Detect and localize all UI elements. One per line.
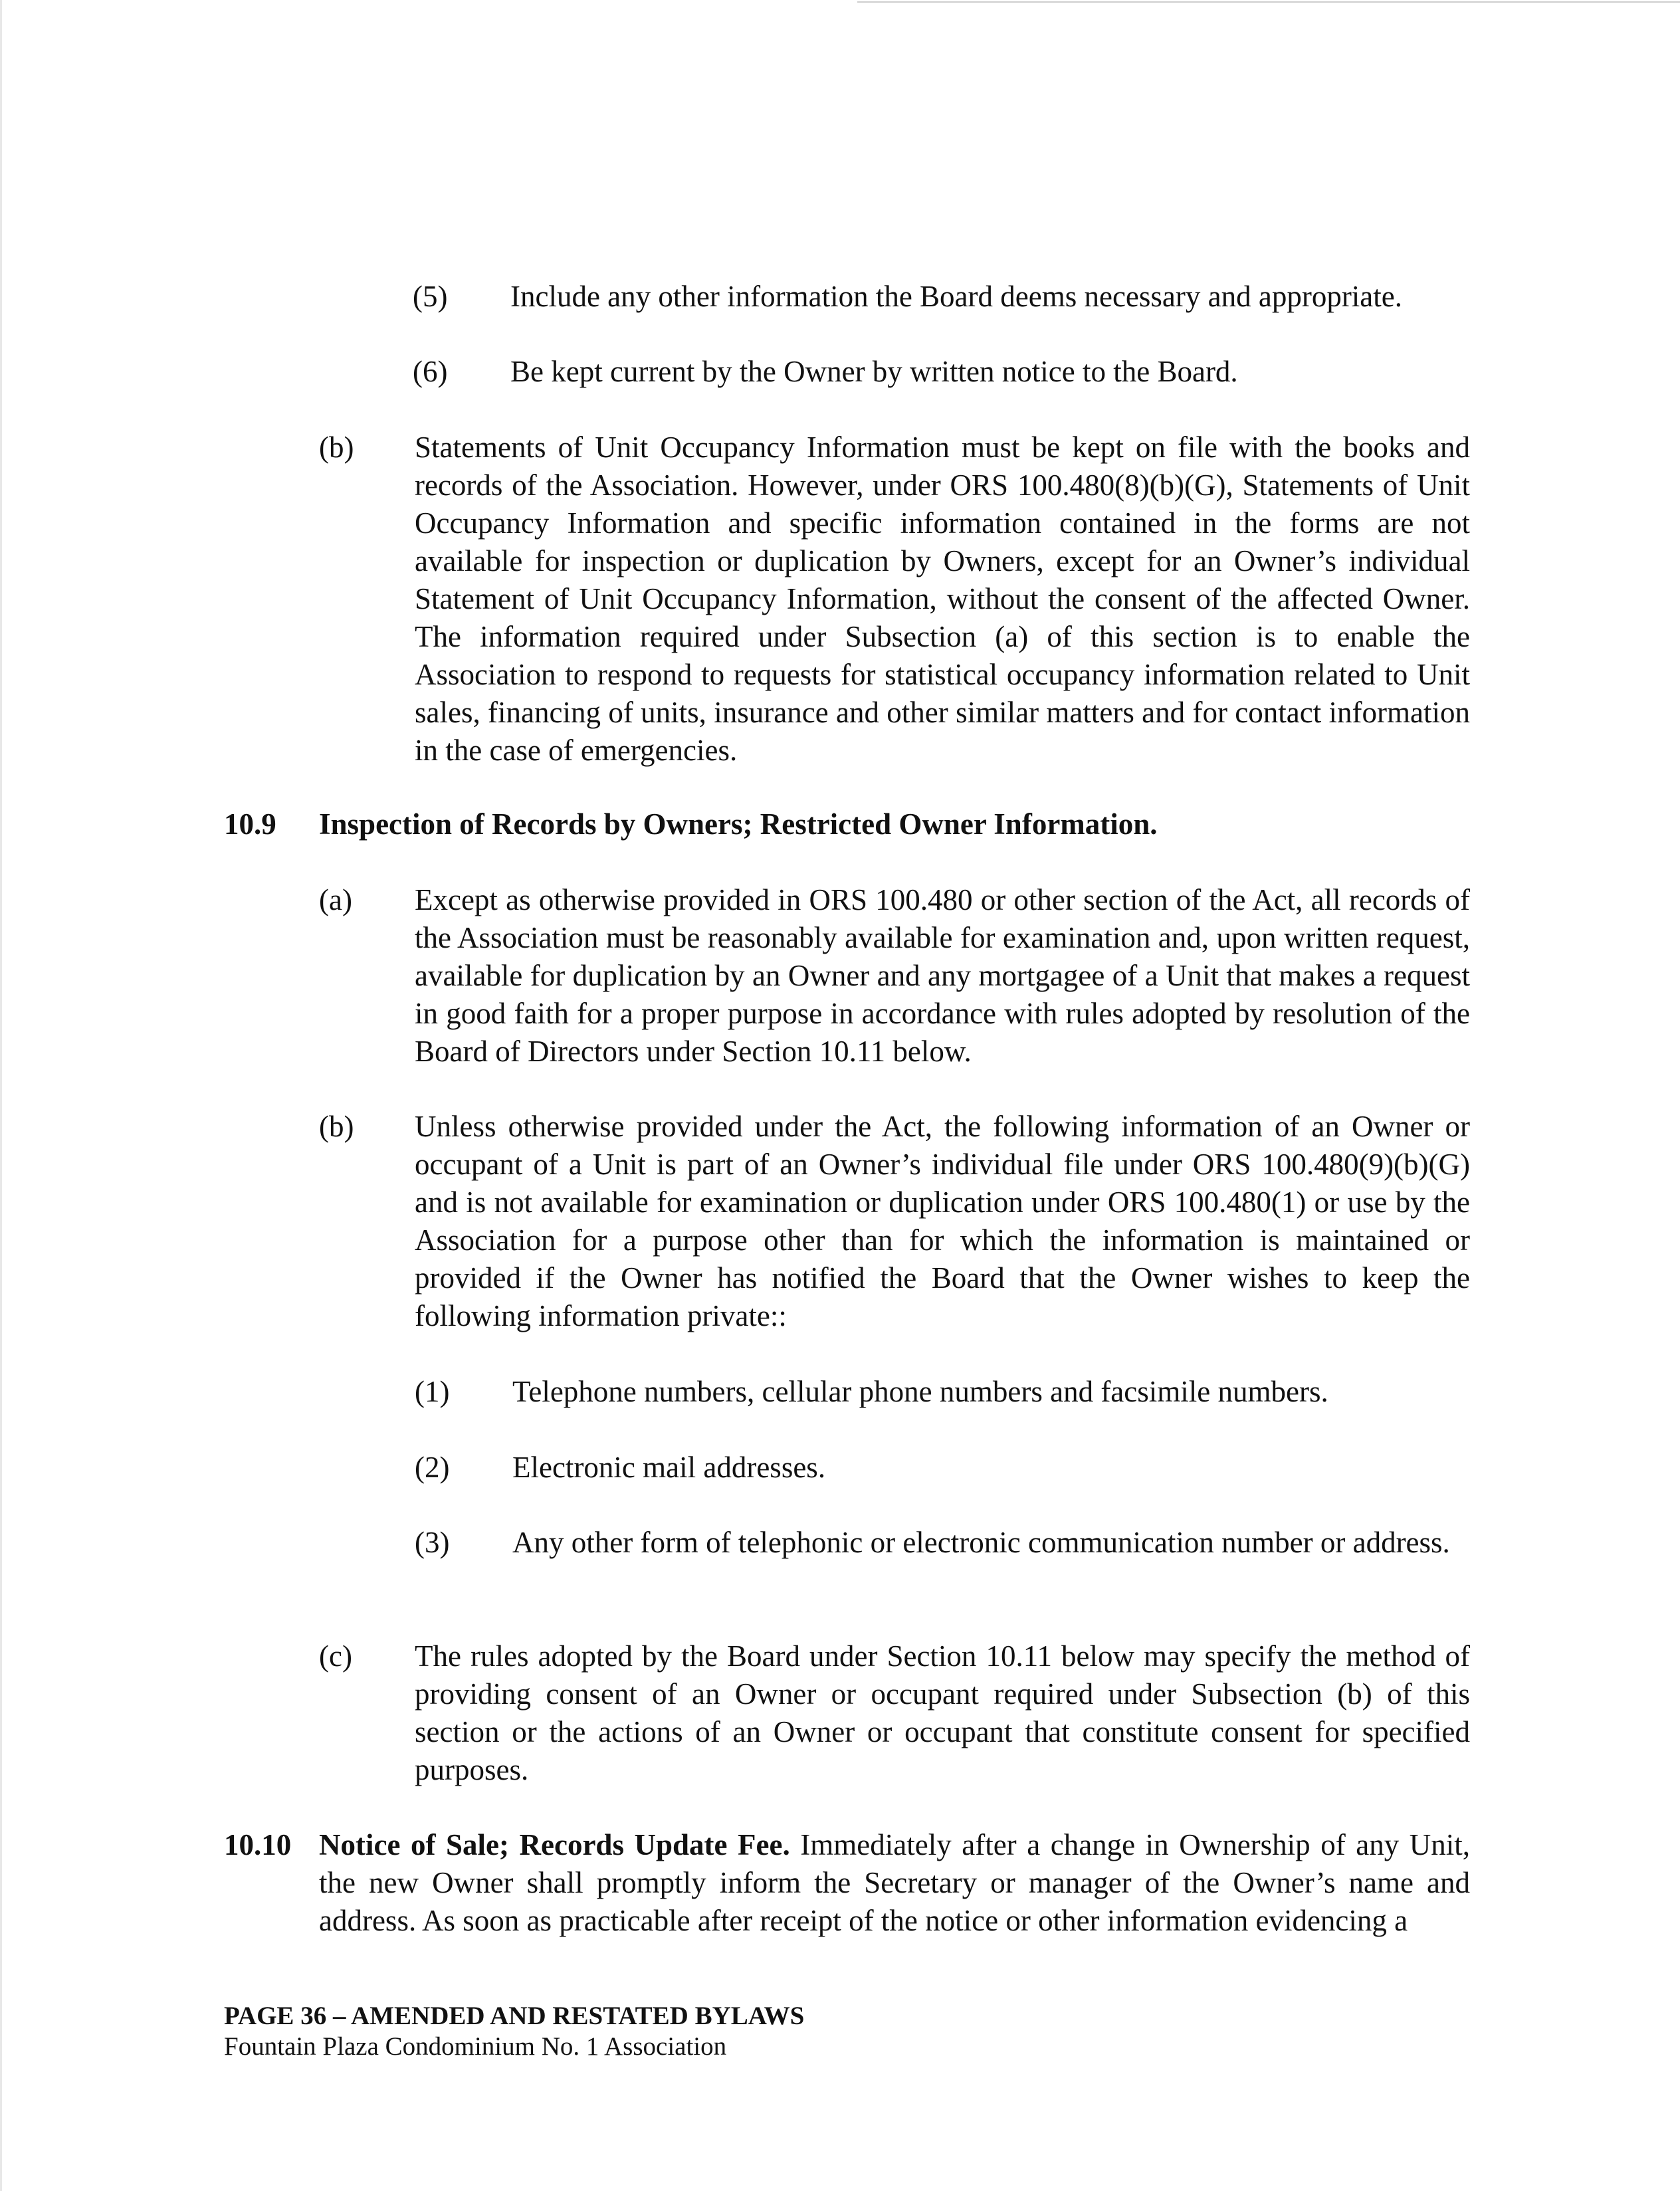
section-10-9-a-marker: (a) xyxy=(319,883,352,916)
para-b-occupancy-marker: (b) xyxy=(319,431,354,464)
item-6-text: Be kept current by the Owner by written notice to the Board. xyxy=(510,355,1238,388)
item-5-text: Include any other information the Board deems necessary and appropriate. xyxy=(510,280,1403,313)
section-10-9-b-text: Unless otherwise provided under the Act, the following information of an Owner or occupant of a Unit is part of an Owner’s individual file under ORS 100.480(9)(b)(G) and is not available for examination or duplication under ORS 100.480(1) or use by the Association for a purpose other than for which the information is maintained or provided if the Owner has notified the Board that the Owner wishes to keep the following information private:: xyxy=(415,1110,1470,1332)
footer-page-title: PAGE 36 – AMENDED AND RESTATED BYLAWS xyxy=(224,2002,805,2030)
item-6-marker: (6) xyxy=(413,355,448,388)
section-10-9-c-marker: (c) xyxy=(319,1639,352,1673)
para-b-occupancy-text: Statements of Unit Occupancy Information must be kept on file with the books and records of the Association. However, under ORS 100.480(8)(b)(G), Statements of Unit Occupancy Information and specific information contained in the forms are not available for inspection or duplication by Owners, except for an Owner’s individual Statement of Unit Occupancy Information, without the consent of the affected Owner. The information required under Subsection (a) of this section is to enable the Association to respond to requests for statistical occupancy information related to Unit sales, financing of units, insurance and other similar matters and for contact information in the case of emergencies. xyxy=(415,431,1470,767)
sub-item-2-marker: (2) xyxy=(415,1451,450,1484)
sub-item-1-marker: (1) xyxy=(415,1375,450,1408)
footer-association-name: Fountain Plaza Condominium No. 1 Association xyxy=(224,2032,727,2061)
section-10-10-text: Immediately after a change in Ownership of any Unit, the new Owner shall promptly inform the Secretary or manager of the Owner’s name and address. As soon as practicable after receipt of the notice or other information evidencing a xyxy=(319,1828,1471,1937)
scan-left-edge xyxy=(0,0,2,2191)
sub-item-2-text: Electronic mail addresses. xyxy=(512,1451,826,1484)
section-10-10-paragraph xyxy=(319,1826,1470,1940)
top-edge-rule xyxy=(857,1,1680,3)
section-10-9-number: 10.9 xyxy=(224,807,276,841)
section-10-9-b-marker: (b) xyxy=(319,1110,354,1143)
section-10-9-title: Inspection of Records by Owners; Restricted Owner Information. xyxy=(319,807,1158,841)
sub-item-3-text: Any other form of telephonic or electronic communication number or address. xyxy=(512,1526,1450,1559)
section-10-10-number: 10.10 xyxy=(224,1828,292,1861)
sub-item-1-text: Telephone numbers, cellular phone numbers and facsimile numbers. xyxy=(512,1375,1328,1408)
sub-item-3-marker: (3) xyxy=(415,1526,450,1559)
section-10-10-title: Notice of Sale; Records Update Fee. xyxy=(319,1828,790,1861)
item-5-marker: (5) xyxy=(413,280,448,313)
section-10-9-a-text: Except as otherwise provided in ORS 100.480 or other section of the Act, all records of the Association must be reasonably available for examination and, upon written request, available for duplication by an Owner and any mortgagee of a Unit that makes a request in good faith for a proper purpose in accordance with rules adopted by resolution of the Board of Directors under Section 10.11 below. xyxy=(415,883,1470,1068)
section-10-9-c-text: The rules adopted by the Board under Section 10.11 below may specify the method of providing consent of an Owner or occupant required under Subsection (b) of this section or the actions of an Owner or occupant that constitute consent for specified purposes. xyxy=(415,1639,1470,1786)
